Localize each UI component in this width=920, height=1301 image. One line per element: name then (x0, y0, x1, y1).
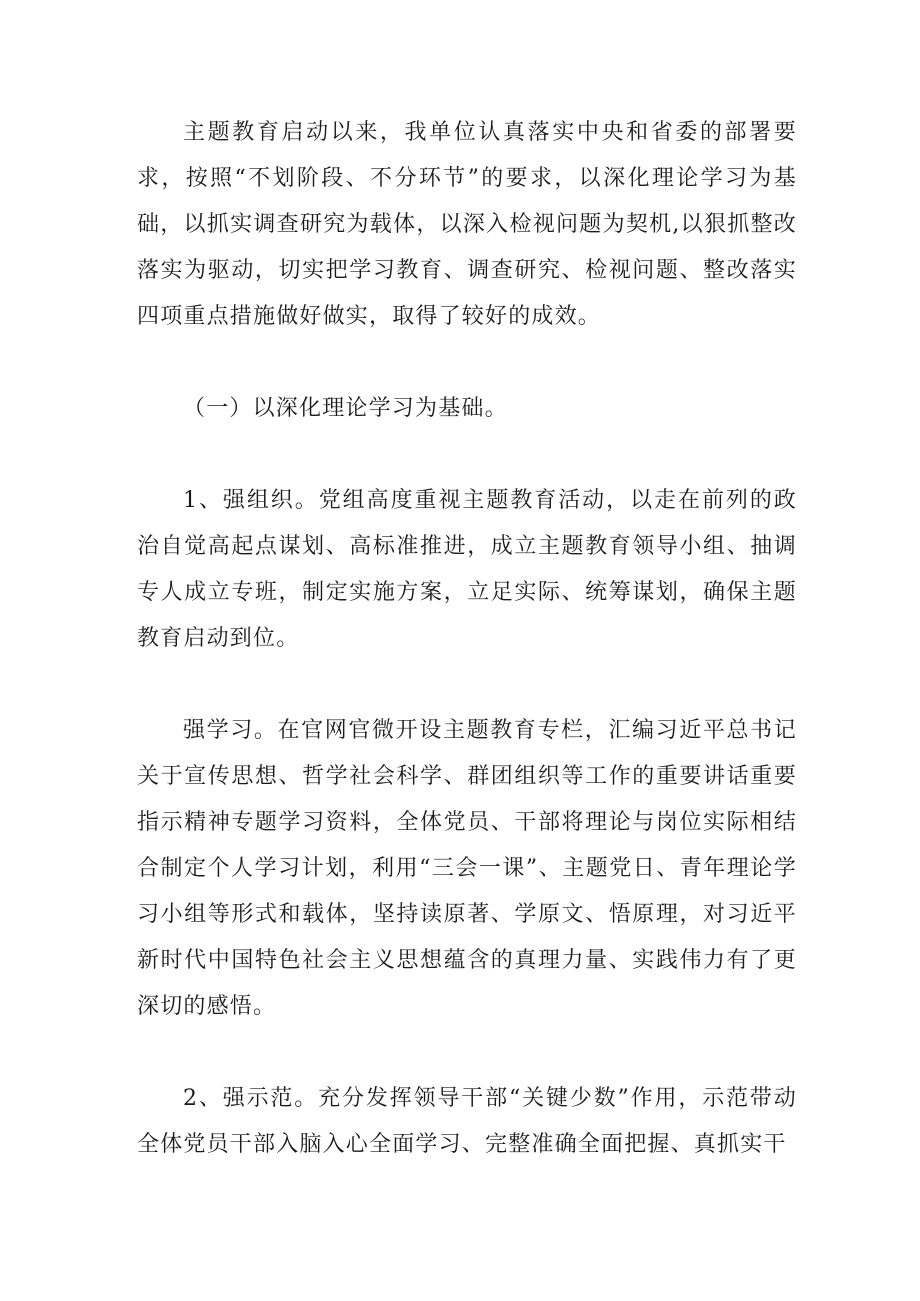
paragraph-spacer (137, 432, 797, 478)
paragraph-spacer (137, 1030, 797, 1076)
section-heading: （一）以深化理论学习为基础。 (183, 396, 508, 421)
paragraph-spacer (137, 340, 797, 386)
document-body (137, 110, 797, 1168)
paragraph-spacer (137, 662, 797, 708)
organization-paragraph: 1、强组织。党组高度重视主题教育活动，以走在前列的政治自觉高起点谋划、高标准推进，成立主题教育领导小组、抽调专人成立专班，制定实施方案，立足实际、统筹谋划，确保主题教育启动到位。 (137, 488, 797, 651)
study-paragraph: 强学习。在官网官微开设主题教育专栏，汇编习近平总书记关于宣传思想、哲学社会科学、群团组织等工作的重要讲话重要指示精神专题学习资料，全体党员、干部将理论与岗位实际相结合制定个人学习计划，利用“三会一课”、主题党日、青年理论学习小组等形式和载体，坚持读原著、学原文、悟原理，对习近平新时代中国特色社会主义思想蕴含的真理力量、实践伟力有了更深切的感悟。 (137, 718, 797, 1019)
intro-paragraph: 主题教育启动以来，我单位认真落实中央和省委的部署要求，按照“不划阶段、不分环节”的要求，以深化理论学习为基础，以抓实调查研究为载体，以深入检视问题为契机,以狠抓整改落实为驱动，切实把学习教育、调查研究、检视问题、整改落实四项重点措施做好做实，取得了较好的成效。 (137, 120, 797, 329)
demonstration-paragraph: 2、强示范。充分发挥领导干部“关键少数”作用，示范带动全体党员干部入脑入心全面学习、完整准确全面把握、真抓实干 (137, 1086, 797, 1157)
